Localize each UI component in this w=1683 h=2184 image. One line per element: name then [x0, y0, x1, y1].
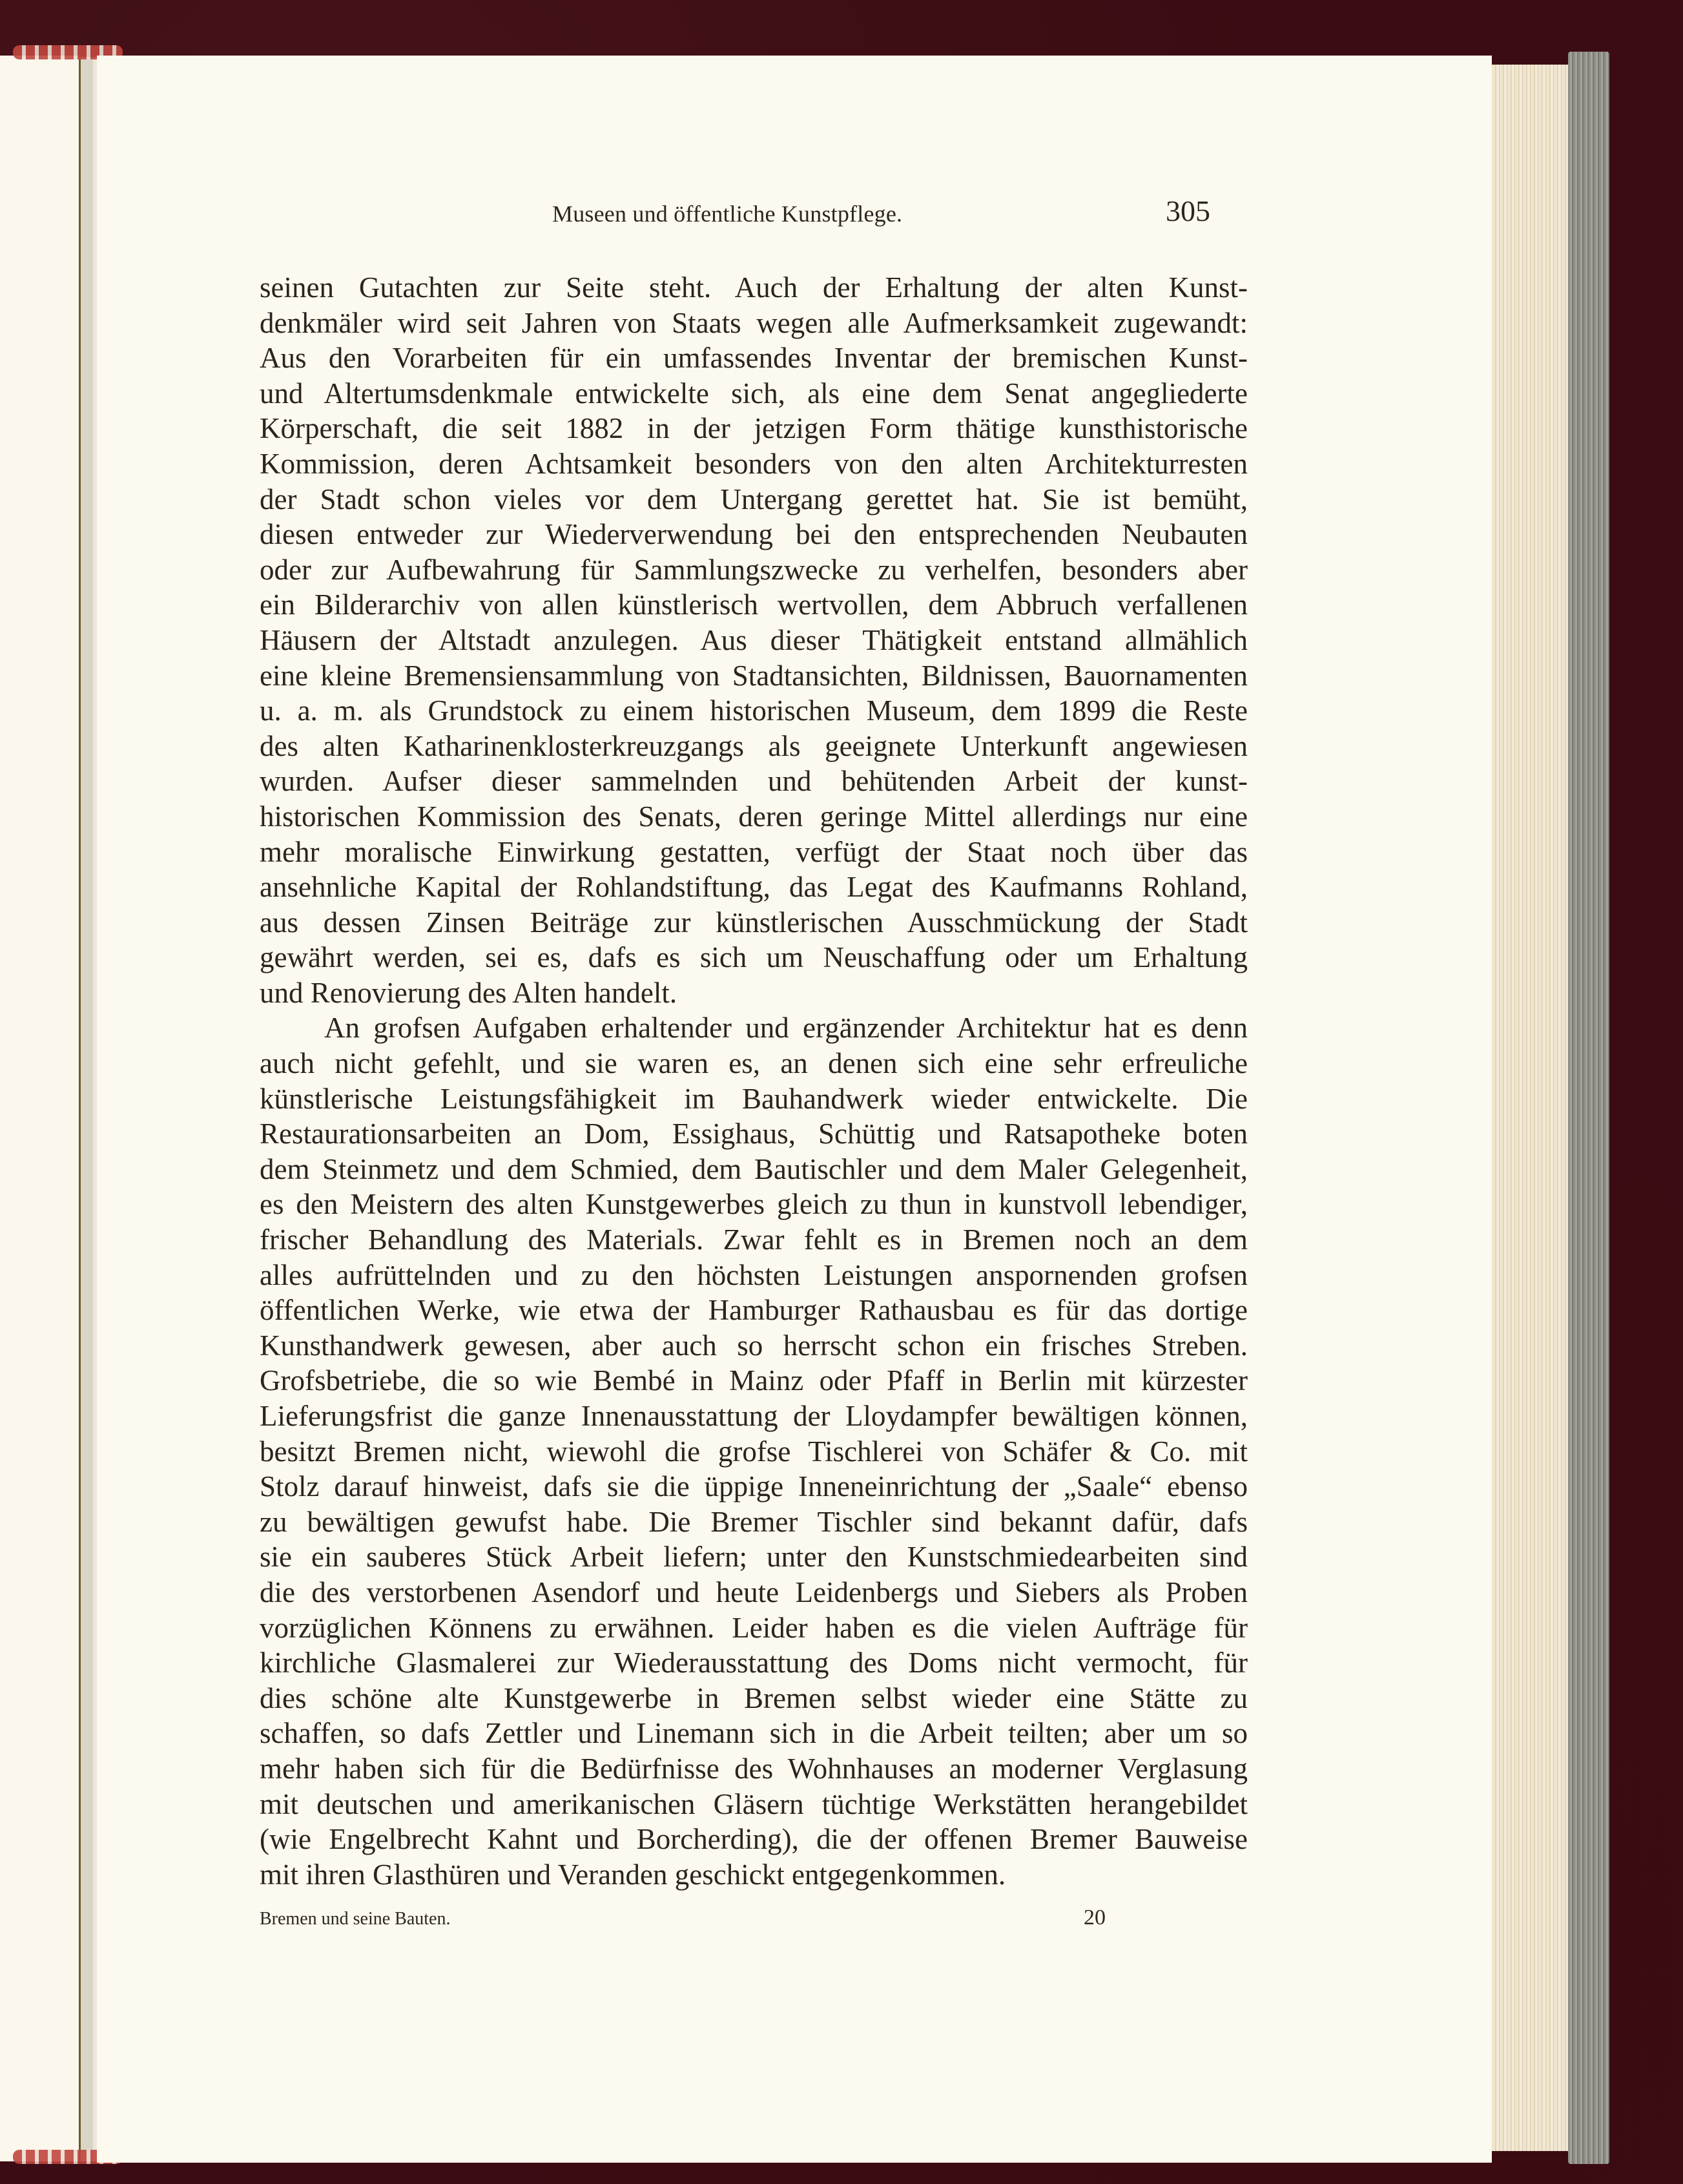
- text-line: Aus den Vorarbeiten für ein umfassendes Inventar der bremischen Kunst-: [260, 342, 1248, 375]
- text-line: Grofsbetriebe, die so wie Bembé in Mainz oder Pfaff in Berlin mit kürzester: [260, 1364, 1248, 1397]
- text-line: Körperschaft, die seit 1882 in der jetzigen Form thätige kunsthistorische: [260, 412, 1248, 445]
- text-line: vorzüglichen Könnens zu erwähnen. Leider haben es die vielen Aufträge für: [260, 1611, 1248, 1644]
- text-line: und Altertumsdenkmale entwickelte sich, als eine dem Senat angegliederte: [260, 377, 1248, 410]
- text-line: und Renovierung des Alten handelt.: [260, 976, 677, 1009]
- text-line: gewährt werden, sei es, dafs es sich um Neuschaffung oder um Erhaltung: [260, 941, 1248, 974]
- text-line: mit ihren Glasthüren und Veranden geschickt entgegenkommen.: [260, 1858, 1006, 1891]
- text-line: sie ein sauberes Stück Arbeit liefern; unter den Kunstschmiedearbeiten sind: [260, 1541, 1248, 1574]
- text-line: dem Steinmetz und dem Schmied, dem Bautischler und dem Maler Gelegenheit,: [260, 1152, 1248, 1185]
- text-line: Häusern der Altstadt anzulegen. Aus dieser Thätigkeit entstand allmählich: [260, 623, 1248, 656]
- text-line: An grofsen Aufgaben erhaltender und ergänzender Architektur hat es denn: [324, 1012, 1248, 1045]
- text-line: kirchliche Glasmalerei zur Wiederausstattung des Doms nicht vermocht, für: [260, 1647, 1248, 1680]
- text-line: künstlerische Leistungsfähigkeit im Bauhandwerk wieder entwickelte. Die: [260, 1082, 1248, 1115]
- text-line: zu bewältigen gewufst habe. Die Bremer Tischler sind bekannt dafür, dafs: [260, 1505, 1248, 1538]
- body-text: [260, 270, 1248, 1892]
- text-line: des alten Katharinenklosterkreuzgangs als geeignete Unterkunft angewiesen: [260, 729, 1248, 762]
- text-line: (wie Engelbrecht Kahnt und Borcherding), die der offenen Bremer Bauweise: [260, 1823, 1248, 1856]
- text-line: seinen Gutachten zur Seite steht. Auch der Erhaltung der alten Kunst-: [260, 271, 1248, 304]
- text-line: wurden. Aufser dieser sammelnden und behütenden Arbeit der kunst-: [260, 765, 1248, 798]
- book-cover-edge: [1568, 52, 1609, 2164]
- text-line: der Stadt schon vieles vor dem Untergang gerettet hat. Sie ist bemüht,: [260, 483, 1248, 515]
- text-line: diesen entweder zur Wiederverwendung bei den entsprechenden Neubauten: [260, 518, 1248, 551]
- text-line: öffentlichen Werke, wie etwa der Hamburger Rathausbau es für das dortige: [260, 1294, 1248, 1327]
- text-line: dies schöne alte Kunstgewerbe in Bremen selbst wieder eine Stätte zu: [260, 1681, 1248, 1714]
- text-line: Kunsthandwerk gewesen, aber auch so herrscht schon ein frisches Streben.: [260, 1329, 1248, 1362]
- text-line: ein Bilderarchiv von allen künstlerisch wertvollen, dem Abbruch verfallenen: [260, 588, 1248, 621]
- footer-book-title: Bremen und seine Bauten.: [260, 1909, 451, 1929]
- text-line: alles aufrüttelnden und zu den höchsten Leistungen anspornenden grofsen: [260, 1258, 1248, 1291]
- text-line: mehr haben sich für die Bedürfnisse des Wohnhauses an moderner Verglasung: [260, 1752, 1248, 1785]
- text-line: Lieferungsfrist die ganze Innenausstattung der Lloydampfer bewältigen können,: [260, 1400, 1248, 1432]
- text-line: Restaurationsarbeiten an Dom, Essighaus, Schüttig und Ratsapotheke boten: [260, 1118, 1248, 1150]
- text-line: u. a. m. als Grundstock zu einem historischen Museum, dem 1899 die Reste: [260, 694, 1248, 727]
- text-line: frischer Behandlung des Materials. Zwar fehlt es in Bremen noch an dem: [260, 1223, 1248, 1256]
- text-line: denkmäler wird seit Jahren von Staats wegen alle Aufmerksamkeit zugewandt:: [260, 306, 1248, 339]
- paragraph: [260, 270, 1248, 1010]
- page-footer: [260, 1906, 1106, 1930]
- text-line: mit deutschen und amerikanischen Gläsern tüchtige Werkstätten herangebildet: [260, 1787, 1248, 1820]
- text-line: eine kleine Bremensiensammlung von Stadtansichten, Bildnissen, Bauornamenten: [260, 659, 1248, 692]
- running-head: Museen und öffentliche Kunstpflege.: [552, 201, 903, 227]
- text-line: schaffen, so dafs Zettler und Linemann sich in die Arbeit teilten; aber um so: [260, 1717, 1248, 1750]
- text-line: die des verstorbenen Asendorf und heute Leidenbergs und Siebers als Proben: [260, 1576, 1248, 1608]
- page-number: 305: [1166, 194, 1210, 227]
- text-line: aus dessen Zinsen Beiträge zur künstlerischen Ausschmückung der Stadt: [260, 906, 1248, 939]
- text-line: ansehnliche Kapital der Rohlandstiftung, das Legat des Kaufmanns Rohland,: [260, 871, 1248, 904]
- text-line: historischen Kommission des Senats, deren geringe Mittel allerdings nur eine: [260, 800, 1248, 833]
- text-line: oder zur Aufbewahrung für Sammlungszwecke zu verhelfen, besonders aber: [260, 553, 1248, 586]
- text-line: es den Meistern des alten Kunstgewerbes gleich zu thun in kunstvoll lebendiger,: [260, 1188, 1248, 1221]
- text-line: auch nicht gefehlt, und sie waren es, an denen sich eine sehr erfreuliche: [260, 1047, 1248, 1080]
- signature-mark: 20: [1084, 1906, 1106, 1929]
- page-block-fore-edge: [1492, 65, 1568, 2151]
- paragraph: [260, 1010, 1248, 1892]
- text-line: mehr moralische Einwirkung gestatten, verfügt der Staat noch über das: [260, 835, 1248, 868]
- text-line: Stolz darauf hinweist, dafs sie die üppige Inneneinrichtung der „Saale“ ebenso: [260, 1470, 1248, 1503]
- book-gutter: [79, 57, 97, 2161]
- text-line: besitzt Bremen nicht, wiewohl die grofse Tischlerei von Schäfer & Co. mit: [260, 1435, 1248, 1468]
- left-page-edge: [0, 56, 79, 2161]
- text-line: Kommission, deren Achtsamkeit besonders von den alten Architekturresten: [260, 447, 1248, 480]
